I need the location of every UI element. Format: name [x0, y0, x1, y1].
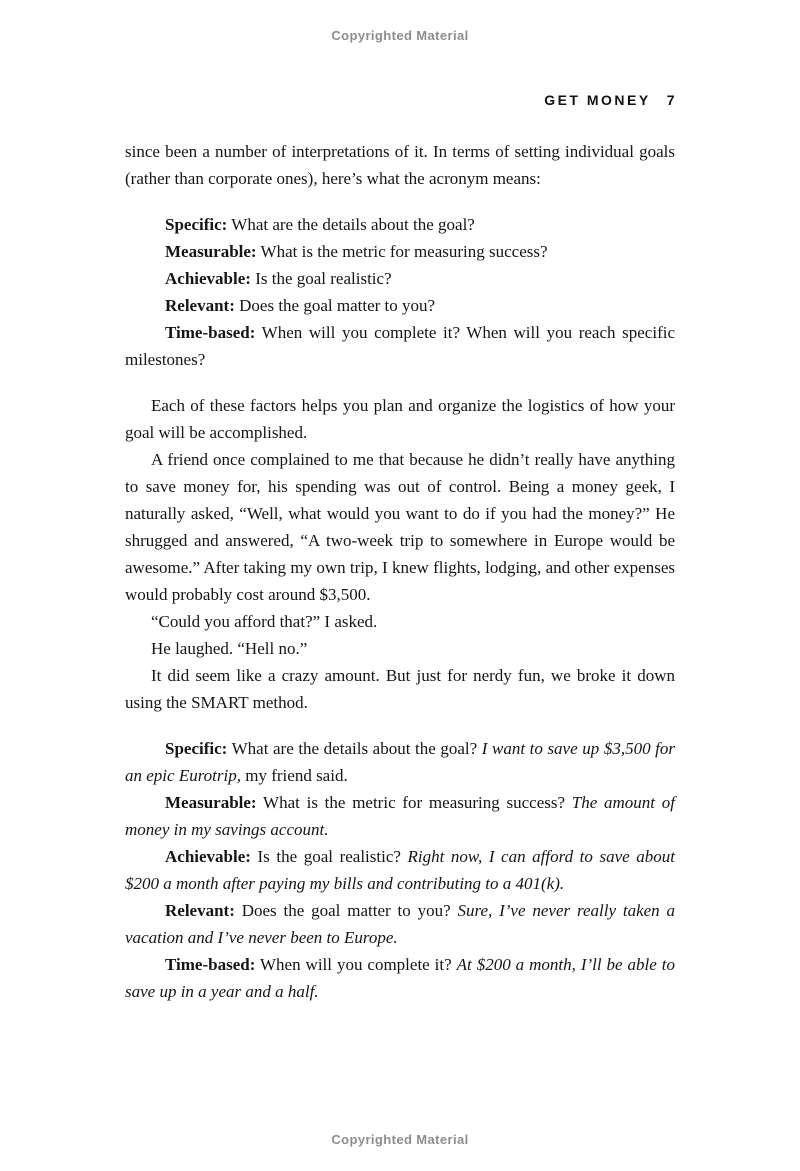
smart-example-measurable	[125, 789, 675, 843]
bold-run: Achievable:	[165, 269, 251, 288]
text-run: What is the metric for measuring success?	[256, 793, 572, 812]
text-run: It did seem like a crazy amount. But just for nerdy fun, we broke it down using the SMART method.	[125, 666, 675, 712]
smart-item-time-based	[125, 319, 675, 373]
text-run: What are the details about the goal?	[227, 739, 482, 758]
smart-item-specific	[125, 211, 675, 238]
dialogue-line-2	[125, 635, 675, 662]
text-run: What is the metric for measuring success?	[256, 242, 548, 261]
italic-run: The amount of money in my savings account.	[125, 793, 675, 839]
text-run: Does the goal matter to you?	[234, 901, 458, 920]
page-body	[125, 138, 675, 1005]
text-run: He laughed. “Hell no.”	[151, 639, 308, 658]
bold-run: Achievable:	[165, 847, 251, 866]
text-run: since been a number of interpretations of it. In terms of setting individual goals (rather than corporate ones), here’s what the acronym means:	[125, 142, 675, 188]
text-run: Does the goal matter to you?	[234, 296, 436, 315]
bold-run: Measurable:	[165, 793, 257, 812]
text-run: When will you complete it? When will you reach specific milestones?	[125, 323, 675, 369]
running-head	[125, 92, 675, 108]
italic-run: At $200 a month, I’ll be able to save up in a year and a half.	[125, 955, 676, 1001]
book-title: GET MONEY	[544, 92, 651, 108]
bold-run: Relevant:	[165, 901, 235, 920]
smart-item-achievable	[125, 265, 675, 292]
italic-run: I want to save up $3,500 for an epic Eurotrip,	[125, 739, 675, 785]
smart-example-relevant	[125, 897, 675, 951]
text-run: When will you complete it?	[255, 955, 457, 974]
block-spacer	[125, 716, 675, 735]
text-run: Each of these factors helps you plan and organize the logistics of how your goal will be accomplished.	[125, 396, 675, 442]
copyright-notice-top: Copyrighted Material	[331, 28, 469, 43]
smart-item-relevant	[125, 292, 675, 319]
paragraph-smart-intro	[125, 662, 675, 716]
block-spacer	[125, 192, 675, 211]
bold-run: Time-based:	[165, 323, 256, 342]
text-run: Is the goal realistic?	[250, 847, 408, 866]
italic-run: Sure, I’ve never really taken a vacation and I’ve never been to Europe.	[125, 901, 676, 947]
smart-item-measurable	[125, 238, 675, 265]
smart-example-time-based	[125, 951, 675, 1005]
text-run: “Could you afford that?” I asked.	[151, 612, 378, 631]
italic-run: Right now, I can afford to save about $200 a month after paying my bills and contributing to a 401(k).	[125, 847, 675, 893]
text-run: Is the goal realistic?	[250, 269, 392, 288]
paragraph-each-factors	[125, 392, 675, 446]
smart-example-achievable	[125, 843, 675, 897]
text-run: my friend said.	[241, 766, 348, 785]
text-run: What are the details about the goal?	[227, 215, 475, 234]
bold-run: Specific:	[165, 215, 228, 234]
block-spacer	[125, 373, 675, 392]
bold-run: Measurable:	[165, 242, 257, 261]
page-number: 7	[666, 92, 675, 108]
paragraph-friend-story	[125, 446, 675, 608]
copyright-notice-bottom: Copyrighted Material	[331, 1132, 469, 1147]
bold-run: Time-based:	[165, 955, 256, 974]
bold-run: Relevant:	[165, 296, 235, 315]
smart-example-specific	[125, 735, 675, 789]
bold-run: Specific:	[165, 739, 228, 758]
opening-paragraph	[125, 138, 675, 192]
text-run: A friend once complained to me that because he didn’t really have anything to save money for, his spending was out of control. Being a money geek, I naturally asked, “Well, what would you want to do if you had the money?” He shrugged and answered, “A two-week trip to somewhere in Europe would be awesome.” After taking my own trip, I knew flights, lodging, and other expenses would probably cost around $3,500.	[125, 450, 675, 604]
dialogue-line-1	[125, 608, 675, 635]
